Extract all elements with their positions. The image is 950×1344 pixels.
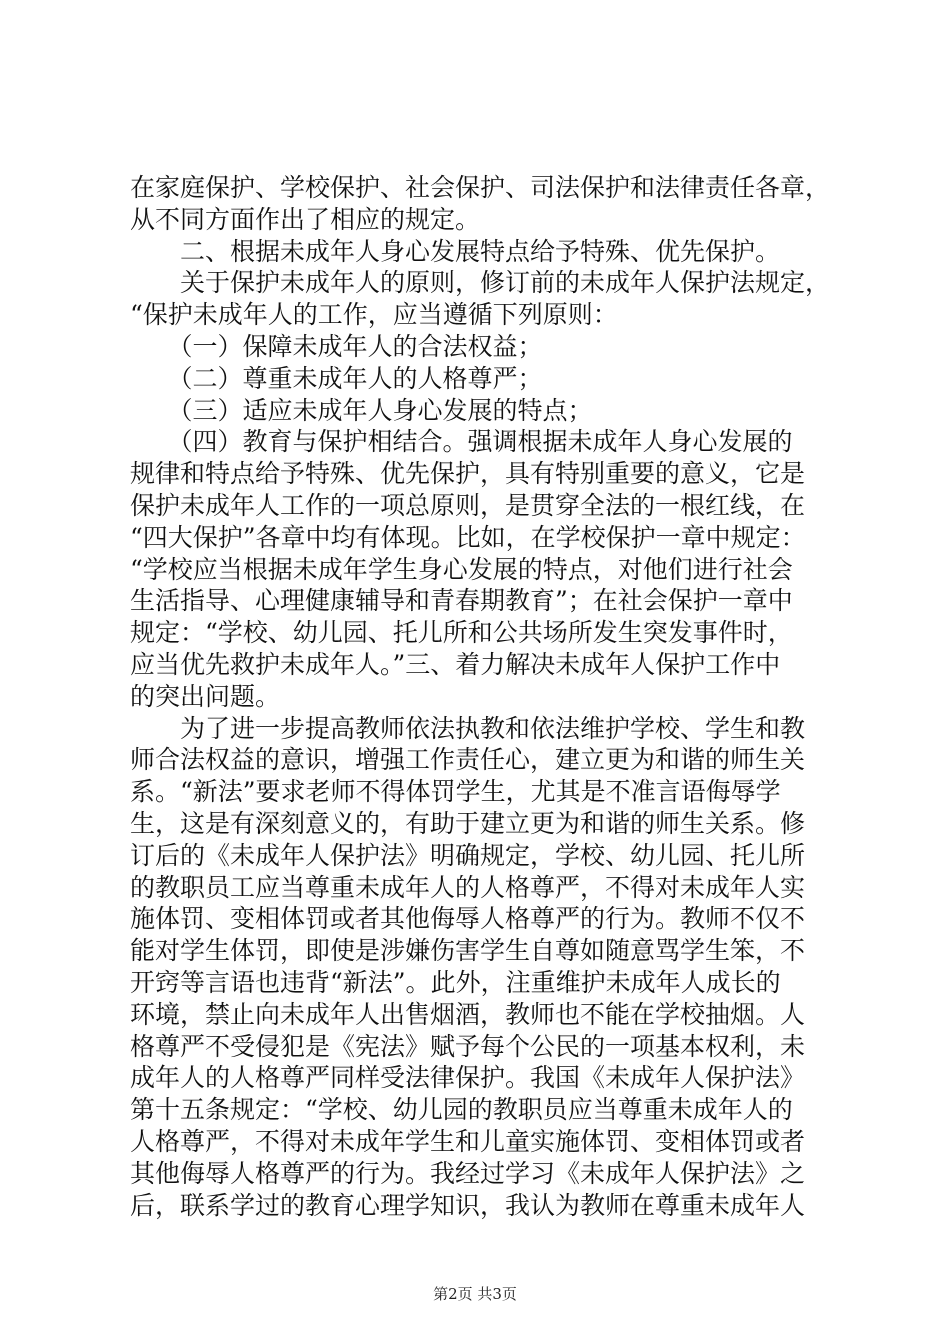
text-line: 格尊严不受侵犯是《宪法》赋予每个公民的一项基本权利，未: [130, 1031, 806, 1061]
text-line: 第十五条规定：“学校、幼儿园的教职员应当尊重未成年人的: [130, 1095, 793, 1125]
text-line: 在家庭保护、学校保护、社会保护、司法保护和法律责任各章，: [130, 173, 831, 202]
text-line: 开窍等言语也违背“新法”。此外，注重维护未成年人成长的: [130, 967, 781, 997]
text-line: 生活指导、心理健康辅导和青春期教育”；在社会保护一章中: [130, 586, 793, 616]
text-line: 订后的《未成年人保护法》明确规定，学校、幼儿园、托儿所: [130, 840, 806, 870]
text-line: 的教职员工应当尊重未成年人的人格尊严，不得对未成年人实: [130, 872, 806, 902]
text-line: 的突出问题。: [130, 681, 281, 711]
page-number-footer: 第2页 共3页: [433, 1285, 517, 1303]
text-line: 师合法权益的意识，增强工作责任心，建立更为和谐的师生关: [130, 745, 806, 775]
text-line: 为了进一步提高教师依法执教和依法维护学校、学生和教: [130, 713, 806, 743]
text-line: 其他侮辱人格尊严的行为。我经过学习《未成年人保护法》之: [130, 1158, 806, 1188]
text-line: 后，联系学过的教育心理学知识，我认为教师在尊重未成年人: [130, 1190, 806, 1220]
text-line: 成年人的人格尊严同样受法律保护。我国《未成年人保护法》: [130, 1063, 806, 1093]
text-line: “保护未成年人的工作，应当遵循下列原则：: [130, 300, 618, 330]
text-line: 规定：“学校、幼儿园、托儿所和公共场所发生突发事件时，: [130, 618, 793, 648]
text-line: 施体罚、变相体罚或者其他侮辱人格尊严的行为。教师不仅不: [130, 904, 806, 934]
text-line: 二、根据未成年人身心发展特点给予特殊、优先保护。: [130, 236, 781, 266]
text-line: （三）适应未成年人身心发展的特点；: [130, 395, 593, 425]
text-line: “学校应当根据未成年学生身心发展的特点，对他们进行社会: [130, 554, 793, 584]
text-line: 环境，禁止向未成年人出售烟酒，教师也不能在学校抽烟。人: [130, 999, 806, 1029]
text-line: 人格尊严，不得对未成年学生和儿童实施体罚、变相体罚或者: [130, 1126, 806, 1156]
text-line: 生，这是有深刻意义的，有助于建立更为和谐的师生关系。修: [130, 808, 806, 838]
text-line: 应当优先救护未成年人。”三、着力解决未成年人保护工作中: [130, 649, 781, 679]
text-line: 能对学生体罚，即使是涉嫌伤害学生自尊如随意骂学生笨，不: [130, 936, 806, 966]
text-line: “四大保护”各章中均有体现。比如，在学校保护一章中规定：: [130, 522, 806, 552]
text-line: （一）保障未成年人的合法权益；: [130, 331, 543, 361]
text-line: 关于保护未成年人的原则，修订前的未成年人保护法规定，: [130, 268, 831, 298]
body-text: [130, 172, 830, 1221]
text-line: 系。“新法”要求老师不得体罚学生，尤其是不准言语侮辱学: [130, 777, 781, 807]
text-line: 从不同方面作出了相应的规定。: [130, 204, 481, 234]
text-line: 规律和特点给予特殊、优先保护，具有特别重要的意义，它是: [130, 459, 806, 489]
text-line: （二）尊重未成年人的人格尊严；: [130, 363, 543, 393]
text-line: （四）教育与保护相结合。强调根据未成年人身心发展的: [130, 427, 793, 457]
text-line: 保护未成年人工作的一项总原则，是贯穿全法的一根红线，在: [130, 490, 806, 520]
